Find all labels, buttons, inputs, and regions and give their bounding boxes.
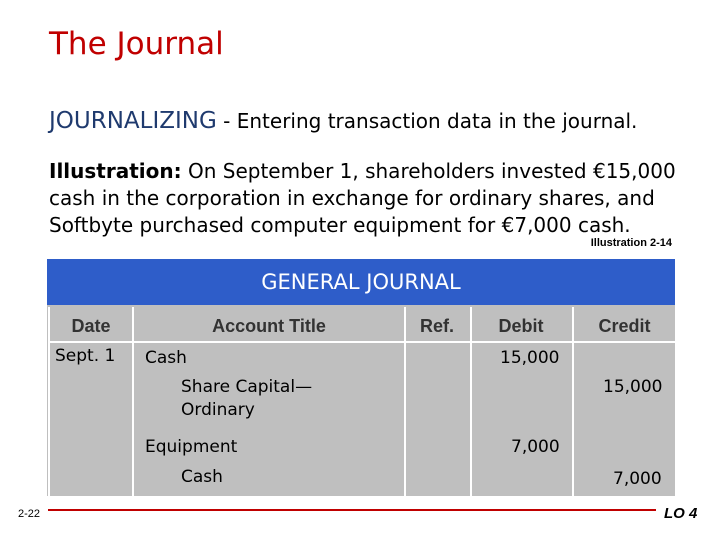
row4-credit: 7,000 <box>613 469 662 489</box>
general-journal-table <box>47 259 675 496</box>
row2-account: Share Capital— <box>181 377 313 397</box>
row2-credit: 15,000 <box>603 377 663 397</box>
slide-number: 2-22 <box>18 508 41 520</box>
learning-objective: LO 4 <box>664 505 698 522</box>
journalizing-definition <box>49 108 649 134</box>
grid-line <box>572 307 574 496</box>
row3-account: Equipment <box>145 437 238 457</box>
row1-date: Sept. 1 <box>55 346 116 366</box>
row3-debit: 7,000 <box>511 437 560 457</box>
grid-line <box>48 341 675 343</box>
row1-debit: 15,000 <box>500 348 560 368</box>
grid-line <box>48 307 50 496</box>
illustration-paragraph <box>49 158 689 239</box>
grid-line <box>132 307 134 496</box>
illustration-label: Illustration: <box>49 159 182 183</box>
col-account-title: Account Title <box>212 316 326 336</box>
col-debit: Debit <box>498 316 544 336</box>
definition-text: - Entering transaction data in the journal. <box>216 109 638 133</box>
row4-account: Cash <box>181 467 223 487</box>
grid-line <box>404 307 406 496</box>
row2-account-line2: Ordinary <box>181 400 255 420</box>
illustration-text: On September 1, shareholders invested €15,000 cash in the corporation in exchange for ordinary shares, and Softbyte purchased computer equipment for €7,000 cash. <box>49 159 676 237</box>
col-credit: Credit <box>598 316 651 336</box>
slide-title: The Journal <box>49 26 224 62</box>
illustration-reference: Illustration 2-14 <box>590 237 672 249</box>
grid-line <box>470 307 472 496</box>
col-date: Date <box>71 316 111 336</box>
journal-header: GENERAL JOURNAL <box>47 259 675 305</box>
term: JOURNALIZING <box>49 108 217 134</box>
row1-account: Cash <box>145 348 187 368</box>
footer-rule <box>48 509 656 511</box>
col-ref: Ref. <box>419 316 454 336</box>
